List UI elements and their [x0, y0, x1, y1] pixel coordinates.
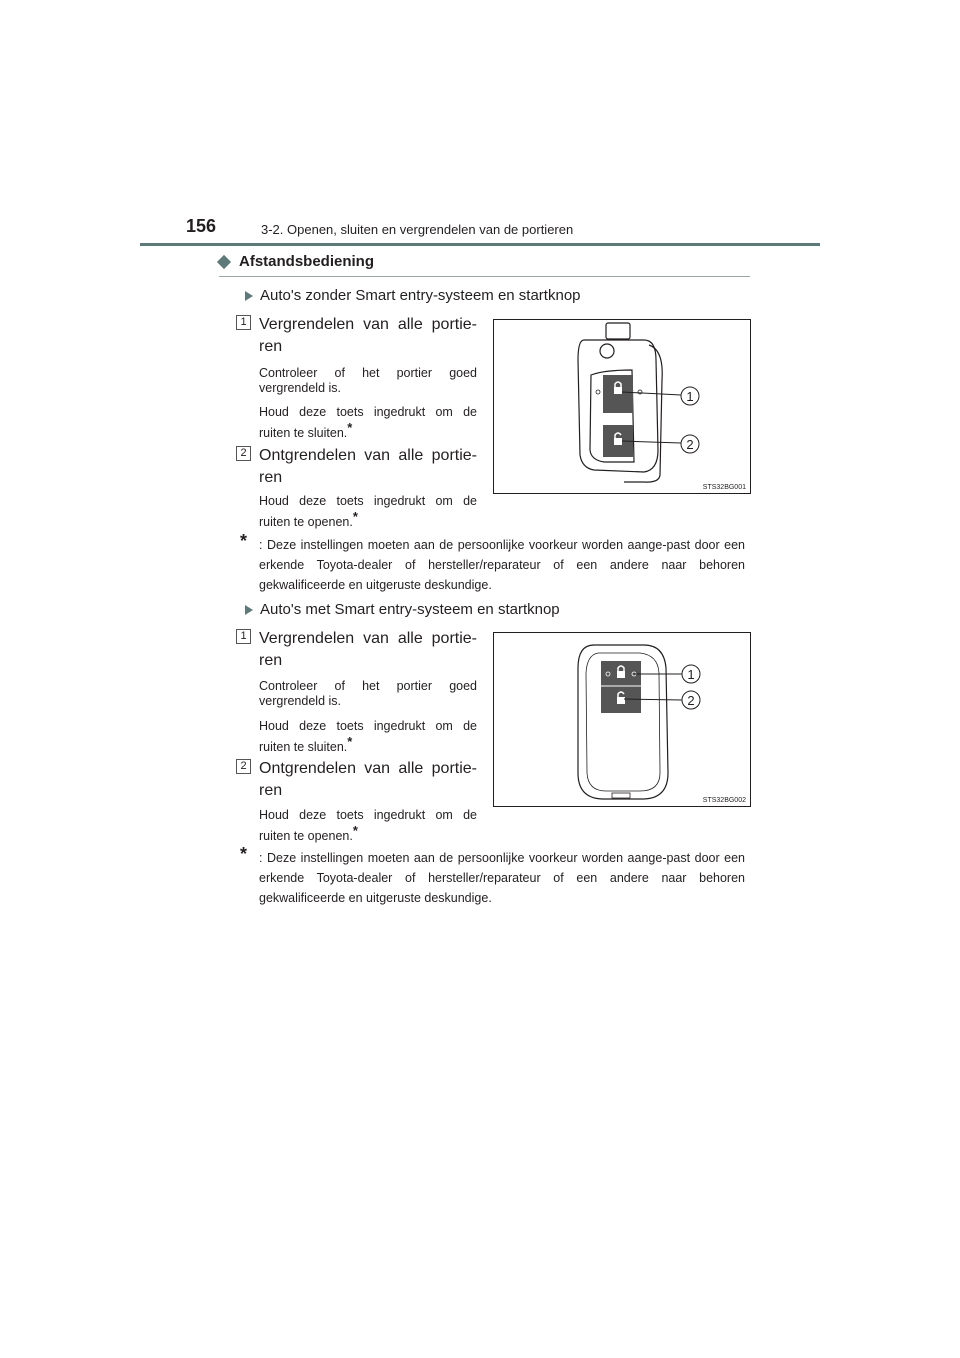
footnote — [240, 844, 745, 908]
figure-smart-key — [493, 632, 751, 807]
page-number: 156 — [186, 216, 217, 236]
callout-2: 2 — [686, 437, 694, 452]
item-desc-text: Houd deze toets ingedrukt om de ruiten te sluiten. — [259, 405, 477, 441]
item-title-lock: Vergrendelen van alle portie-ren — [259, 316, 477, 355]
item-desc-with-footnote — [259, 494, 477, 530]
item-desc-with-footnote — [259, 719, 477, 755]
footnote-text: : Deze instellingen moeten aan de persoonlijke voorkeur worden aange-past door een erkende Toyota-dealer of hersteller/reparateur of een andere naar behoren gekwalificeerde en uitgeruste deskundige. — [259, 538, 745, 592]
footnote-star: * — [240, 844, 248, 864]
footnote — [240, 531, 745, 595]
figure-key-remote — [493, 319, 751, 494]
footnote-ref: * — [347, 420, 353, 435]
subheading-without-smart-entry — [245, 287, 581, 304]
subheading-text: Auto's zonder Smart entry-systeem en startknop — [260, 287, 581, 304]
item-title-unlock: Ontgrendelen van alle portie-ren — [259, 447, 477, 486]
item-desc-text: Houd deze toets ingedrukt om de ruiten te openen. — [259, 494, 477, 530]
item-title-lock: Vergrendelen van alle portie-ren — [259, 630, 477, 669]
section-title-text: Afstandsbediening — [239, 253, 375, 270]
footnote-ref: * — [352, 509, 358, 524]
footnote-text: : Deze instellingen moeten aan de persoonlijke voorkeur worden aange-past door een erkende Toyota-dealer of hersteller/reparateur of een andere naar behoren gekwalificeerde en uitgeruste deskundige. — [259, 851, 745, 905]
callout-2: 2 — [687, 693, 695, 708]
header-divider — [140, 243, 820, 246]
item-desc-text: Houd deze toets ingedrukt om de ruiten te sluiten. — [259, 719, 477, 755]
section-title — [219, 253, 374, 270]
triangle-bullet-icon — [245, 291, 253, 301]
triangle-bullet-icon — [245, 605, 253, 615]
smart-key-illustration — [494, 633, 750, 806]
footnote-ref: * — [352, 823, 358, 838]
item-title-unlock: Ontgrendelen van alle portie-ren — [259, 760, 477, 799]
footnote-star: * — [240, 531, 248, 551]
item-desc: Controleer of het portier goed vergrendeld is. — [259, 679, 477, 708]
item-number-badge: 2 — [236, 446, 251, 461]
chapter-title: 3-2. Openen, sluiten en vergrendelen van de portieren — [261, 222, 574, 237]
section-divider — [219, 276, 750, 277]
subheading-text: Auto's met Smart entry-systeem en startknop — [260, 601, 560, 618]
item-number-badge: 2 — [236, 759, 251, 774]
item-desc-with-footnote — [259, 808, 477, 844]
item-number-badge: 1 — [236, 315, 251, 330]
key-remote-illustration — [494, 320, 750, 493]
footnote-ref: * — [347, 734, 353, 749]
figure-code: STS32BG001 — [702, 484, 746, 491]
diamond-bullet-icon — [217, 254, 231, 268]
subheading-with-smart-entry — [245, 601, 560, 618]
item-desc-text: Houd deze toets ingedrukt om de ruiten te openen. — [259, 808, 477, 844]
item-desc-with-footnote — [259, 405, 477, 441]
item-desc: Controleer of het portier goed vergrendeld is. — [259, 366, 477, 395]
figure-code: STS32BG002 — [702, 797, 746, 804]
callout-1: 1 — [687, 667, 695, 682]
item-number-badge: 1 — [236, 629, 251, 644]
callout-1: 1 — [686, 389, 694, 404]
